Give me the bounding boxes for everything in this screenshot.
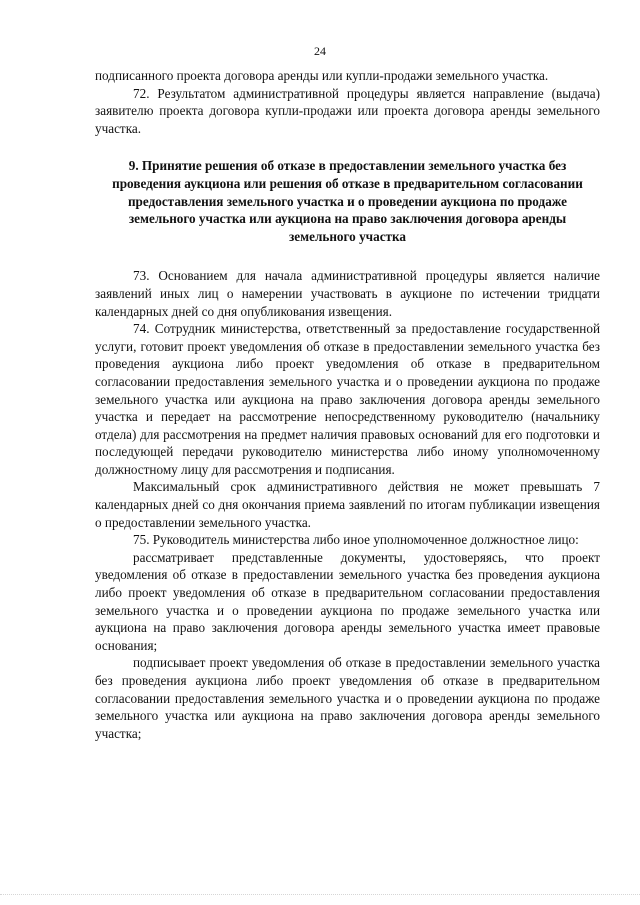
paragraph-continuation: подписанного проекта договора аренды или купли-продажи земельного участка. (95, 68, 549, 83)
page-number: 24 (314, 44, 326, 58)
paragraph-73: 73. Основанием для начала административной процедуры является наличие заявлений иных лиц о намерении участвовать в аукционе по истечении тридцати календарных дней со дня опубликования извещения. (95, 268, 600, 319)
paragraph-75: 75. Руководитель министерства либо иное уполномоченное должностное лицо: (133, 532, 579, 548)
paragraph-reviews: рассматривает представленные документы, удостоверяясь, что проект уведомления об отказе в предоставлении земельного участка без проведения аукциона либо проект уведомления об отказе в предварительном согласовании предоставления земельного участка и о проведении аукциона по продаже земельного участка или аукциона на право заключения договора аренды земельного участка имеет правовые основания; (95, 549, 600, 653)
paragraph-signs: подписывает проект уведомления об отказе в предоставлении земельного участка без проведения аукциона либо проект уведомления об отказе в предварительном согласовании предоставления земельного участка и о проведении аукциона по продаже земельного участка или аукциона на право заключения договора аренды земельного участка; (95, 655, 600, 741)
document-body (95, 67, 600, 742)
paragraph-72: 72. Результатом административной процедуры является направление (выдача) заявителю проекта договора купли-продажи или проекта договора аренды земельного участка. (95, 85, 600, 136)
section-heading: 9. Принятие решения об отказе в предоставлении земельного участка без проведения аукциона или решения об отказе в предварительном согласовании предоставления земельного участка и о проведении аукциона по продаже земельного участка или аукциона на право заключения договора аренды земельного участка (112, 158, 583, 244)
paragraph-max-term: Максимальный срок административного действия не может превышать 7 календарных дней со дня окончания приема заявлений по итогам публикации извещения о предоставлении земельного участка. (95, 479, 600, 530)
scan-artifact-line (0, 894, 640, 899)
paragraph-74: 74. Сотрудник министерства, ответственный за предоставление государственной услуги, готовит проект уведомления об отказе в предоставлении земельного участка без проведения аукциона либо проект уведомления об отказе в предварительном согласовании предоставления земельного участка и о проведении аукциона по продаже земельного участка или аукциона на право заключения договора аренды земельного участка и передает на рассмотрение непосредственному руководителю (начальнику отдела) для рассмотрения на предмет наличия правовых оснований для его подготовки и последующей передачи руководителю министерства либо иному уполномоченному должностному лицу для рассмотрения и подписания. (95, 321, 600, 477)
